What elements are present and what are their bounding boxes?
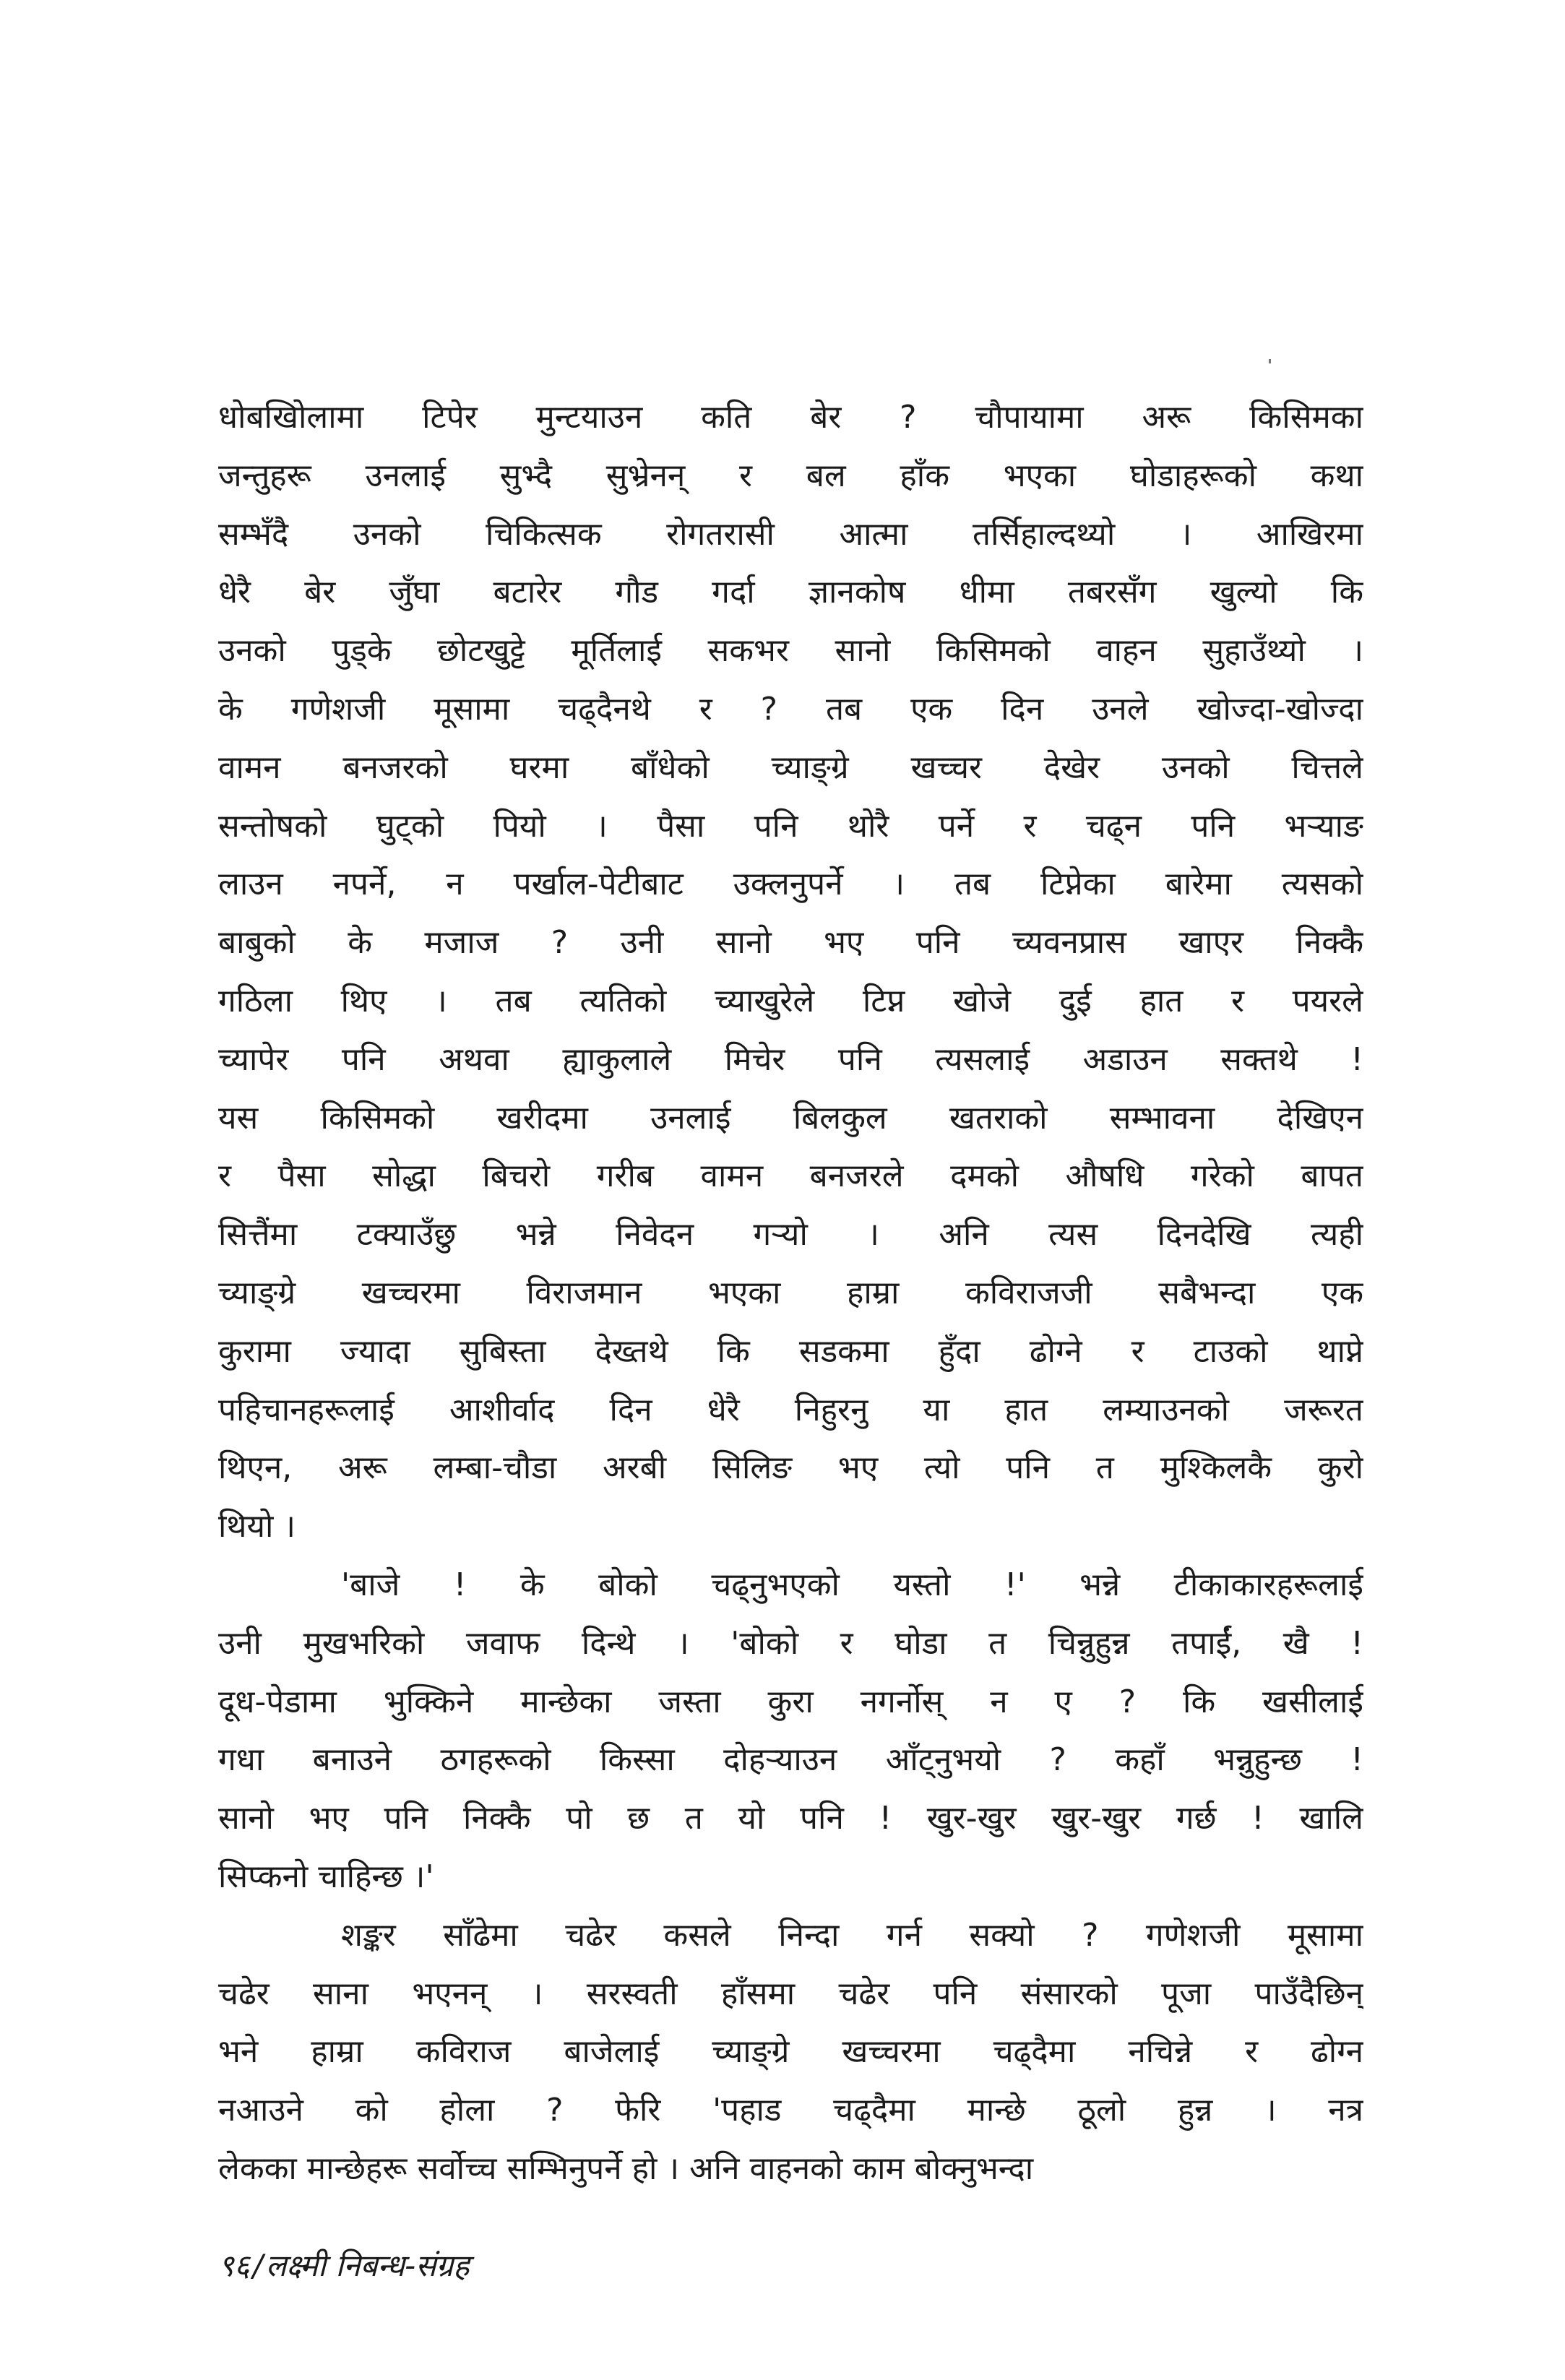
text-line: गधा बनाउने ठगहरूको किस्सा दोहऱ्याउन आँट्नुभयो ? कहाँ भन्नुहुन्छ ! — [218, 1741, 1363, 1779]
body-text — [218, 389, 1363, 2199]
text-line: लाउन नपर्ने, न पर्खाल-पेटीबाट उक्लनुपर्ने । तब टिप्नेका बारेमा त्यसको — [218, 866, 1363, 903]
text-line: शङ्कर साँढेमा चढेर कसले निन्दा गर्न सक्यो ? गणेशजी मूसामा — [341, 1916, 1363, 1954]
text-line: थिएन, अरू लम्बा-चौडा अरबी सिलिङ भए त्यो पनि त मुश्किलकै कुरो — [218, 1449, 1363, 1487]
page-footer — [218, 2244, 470, 2285]
text-line: 'बाजे ! के बोको चढ्नुभएको यस्तो !' भन्ने टीकाकारहरूलाई — [341, 1566, 1363, 1603]
text-line: वामन बनजरको घरमा बाँधेको च्याङ्ग्रे खच्चर देखेर उनको चित्तले — [218, 749, 1363, 786]
text-line: गठिला थिए । तब त्यतिको च्याखुरेले टिप्न खोजे दुई हात र पयरले — [218, 982, 1363, 1019]
text-line: यस किसिमको खरीदमा उनलाई बिलकुल खतराको सम्भावना देखिएन — [218, 1099, 1363, 1137]
text-line: भने हाम्रा कविराज बाजेलाई च्याङ्ग्रे खच्चरमा चढ्दैमा नचिन्ने र ढोग्न — [218, 2033, 1363, 2071]
text-line: सम्भँदै उनको चिकित्सक रोगतरासी आत्मा तर्सिहाल्दथ्यो । आखिरमा — [218, 515, 1363, 553]
text-line: सिप्कनो चाहिन्छ ।' — [218, 1858, 434, 1895]
page-number: ९६ — [218, 2248, 250, 2283]
footer-separator: / — [252, 2248, 263, 2283]
text-line: नआउने को होला ? फेरि 'पहाड चढ्दैमा मान्छे ठूलो हुन्न । नत्र — [218, 2092, 1363, 2129]
text-line: च्यापेर पनि अथवा ह्याकुलाले मिचेर पनि त्यसलाई अडाउन सक्तथे ! — [218, 1040, 1363, 1078]
paragraph — [218, 1907, 1363, 2199]
text-line: च्याङ्ग्रे खच्चरमा विराजमान भएका हाम्रा कविराजजी सबैभन्दा एक — [218, 1274, 1363, 1311]
text-line: उनी मुखभरिको जवाफ दिन्थे । 'बोको र घोडा त चिन्नुहुन्न तपाईं, खै ! — [218, 1624, 1363, 1662]
text-line: पहिचानहरूलाई आशीर्वाद दिन धेरै निहुरनु या हात लम्याउनको जरूरत — [218, 1391, 1363, 1428]
text-line: र पैसा सोद्धा बिचरो गरीब वामन बनजरले दमको औषधि गरेको बापत — [218, 1157, 1363, 1195]
text-line: उनको पुड्के छोटखुट्टे मूर्तिलाई सकभर सानो किसिमको वाहन सुहाउँथ्यो । — [218, 632, 1363, 670]
text-line: चढेर साना भएनन् । सरस्वती हाँसमा चढेर पनि संसारको पूजा पाउँदैछिन् — [218, 1975, 1363, 2012]
text-line: कुरामा ज्यादा सुबिस्ता देख्तथे कि सडकमा हुँदा ढोग्ने र टाउको थाप्ने — [218, 1332, 1363, 1370]
book-title: लक्ष्मी निबन्ध-संग्रह — [265, 2248, 470, 2283]
paragraph — [218, 389, 1363, 1556]
text-line: सित्तैंमा टक्याउँछु भन्ने निवेदन गऱ्यो । अनि त्यस दिनदेखि त्यही — [218, 1216, 1363, 1254]
scan-speck — [1269, 359, 1271, 363]
paragraph — [218, 1556, 1363, 1907]
text-line: दूध-पेडामा भुक्किने मान्छेका जस्ता कुरा नगर्नोस् न ए ? कि खसीलाई — [218, 1683, 1363, 1720]
text-line: सन्तोषको घुट्को पियो । पैसा पनि थोरै पर्ने र चढ्न पनि भऱ्याङ — [218, 807, 1363, 845]
text-line: सानो भए पनि निक्कै पो छ त यो पनि ! खुर-खुर खुर-खुर गर्छ ! खालि — [218, 1800, 1363, 1837]
text-line: बाबुको के मजाज ? उनी सानो भए पनि च्यवनप्रास खाएर निक्कै — [218, 924, 1363, 962]
text-line: धेरै बेर जुँघा बटारेर गौड गर्दा ज्ञानकोष धीमा तबरसँग खुल्यो कि — [218, 574, 1363, 611]
text-line: थियो । — [218, 1508, 296, 1545]
text-line: लेकका मान्छेहरू सर्वोच्च सम्भिनुपर्ने हो । अनि वाहनको काम बोक्नुभन्दा — [218, 2150, 1034, 2187]
text-line: धोबखिोलामा टिपेर मुन्टयाउन कति बेर ? चौपायामा अरू किसिमका — [218, 399, 1363, 436]
text-line: के गणेशजी मूसामा चढ्दैनथे र ? तब एक दिन उनले खोज्दा-खोज्दा — [218, 690, 1363, 728]
text-line: जन्तुहरू उनलाई सुभ्दै सुभ्रेनन् र बल हाँक भएका घोडाहरूको कथा — [218, 457, 1363, 494]
